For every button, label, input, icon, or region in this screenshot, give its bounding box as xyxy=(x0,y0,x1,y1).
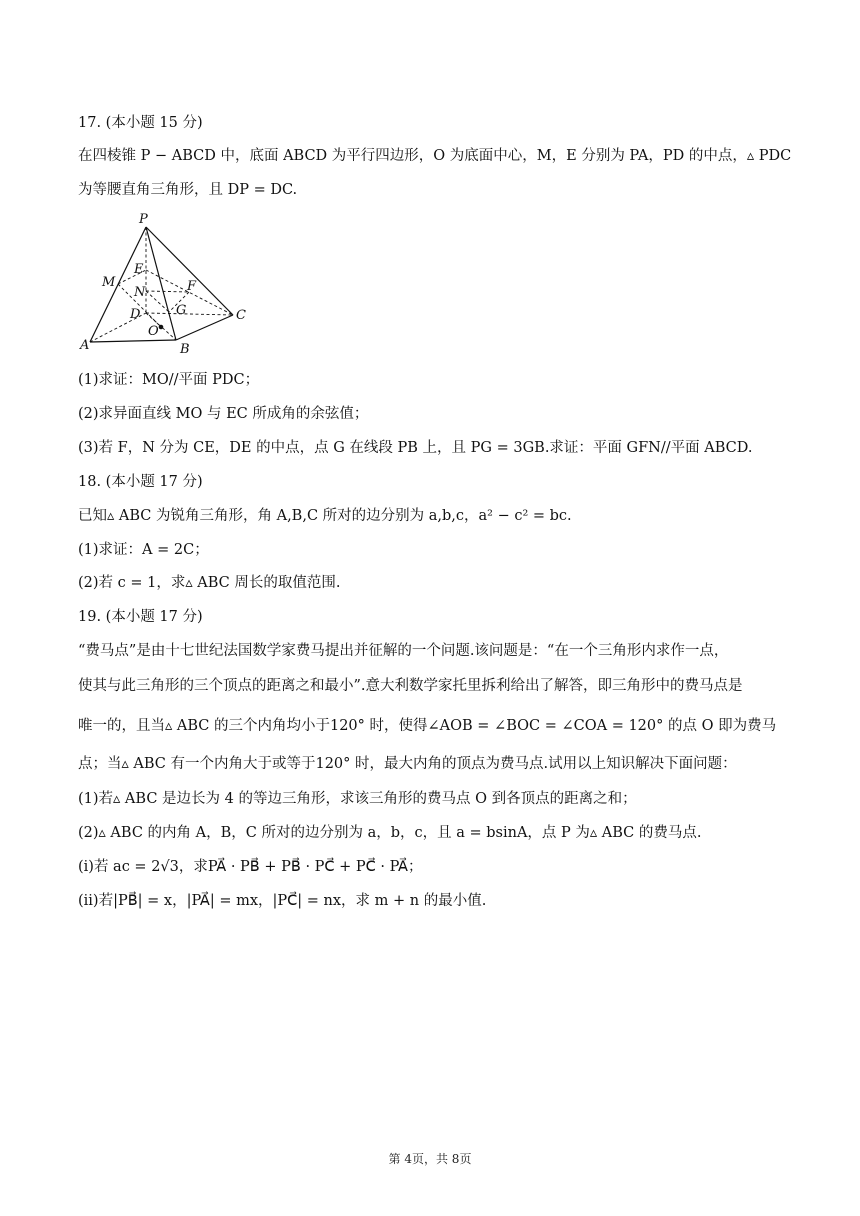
q18-header: 18. (本小题 17 分) xyxy=(78,474,203,490)
q17-part1: (1)求证：MO//平面 PDC； xyxy=(78,372,260,388)
label-n: N xyxy=(134,285,146,300)
q19-stem-line2: 使其与此三角形的三个顶点的距离之和最小”.意大利数学家托里拆利给出了解答，即三角形中的费马点是 xyxy=(78,678,743,694)
label-d: D xyxy=(130,307,141,322)
q17-part2: (2)求异面直线 MO 与 EC 所成角的余弦值； xyxy=(78,406,369,422)
q17-stem-line2: 为等腰直角三角形，且 DP = DC. xyxy=(78,182,298,198)
point-o xyxy=(159,325,164,330)
q17-part3: (3)若 F，N 分为 CE，DE 的中点，点 G 在线段 PB 上，且 PG = 3GB.求证：平面 GFN//平面 ABCD. xyxy=(78,440,753,456)
q19-part1: (1)若▵ ABC 是边长为 4 的等边三角形，求该三角形的费马点 O 到各顶点的距离之和； xyxy=(78,791,637,807)
edge-dc xyxy=(146,313,233,315)
edge-pc xyxy=(146,227,233,315)
q18-part1: (1)求证：A = 2C； xyxy=(78,542,209,558)
label-f: F xyxy=(187,279,197,294)
q19-sub-ii: (ii)若|PB⃗| = x，|PA⃗| = mx，|PC⃗| = nx，求 m + n 的最小值. xyxy=(78,893,487,909)
q19-stem-line1: “费马点”是由十七世纪法国数学家费马提出并征解的一个问题.该问题是：“在一个三角形内求作一点， xyxy=(78,643,729,659)
q18-part2: (2)若 c = 1，求▵ ABC 周长的取值范围. xyxy=(78,575,341,591)
q19-header: 19. (本小题 17 分) xyxy=(78,609,203,625)
label-m: M xyxy=(102,275,116,290)
label-a: A xyxy=(80,338,90,353)
q19-stem-line3: 唯一的，且当▵ ABC 的三个内角均小于120° 时，使得∠AOB = ∠BOC = ∠COA = 120° 的点 O 即为费马 xyxy=(78,718,777,734)
label-o: O xyxy=(148,324,159,339)
q17-stem-line1: 在四棱锥 P − ABCD 中，底面 ABCD 为平行四边形，O 为底面中心，M，E 分别为 PA，PD 的中点，▵ PDC xyxy=(78,148,792,164)
label-c: C xyxy=(236,308,246,323)
label-g: G xyxy=(176,303,187,318)
q19-stem-line4: 点；当▵ ABC 有一个内角大于或等于120° 时，最大内角的顶点为费马点.试用以上知识解决下面问题： xyxy=(78,756,737,772)
q19-sub-i: (i)若 ac = 2√3，求PA⃗ · PB⃗ + PB⃗ · PC⃗ + PC⃗ · PA⃗； xyxy=(78,859,423,875)
page-footer: 第 4页，共 8页 xyxy=(388,1152,472,1166)
label-p: P xyxy=(139,212,148,227)
q19-part2: (2)▵ ABC 的内角 A，B，C 所对的边分别为 a，b，c，且 a = bsinA，点 P 为▵ ABC 的费马点. xyxy=(78,825,702,841)
segment-nf xyxy=(146,291,189,292)
q17-header: 17. (本小题 15 分) xyxy=(78,115,203,131)
edge-bc xyxy=(176,315,233,340)
label-e: E xyxy=(134,262,144,277)
label-b: B xyxy=(180,342,190,357)
q18-stem: 已知▵ ABC 为锐角三角形，角 A,B,C 所对的边分别为 a,b,c，a² − c² = bc. xyxy=(78,508,572,524)
pyramid-figure xyxy=(78,210,258,360)
edge-ab xyxy=(90,340,176,342)
